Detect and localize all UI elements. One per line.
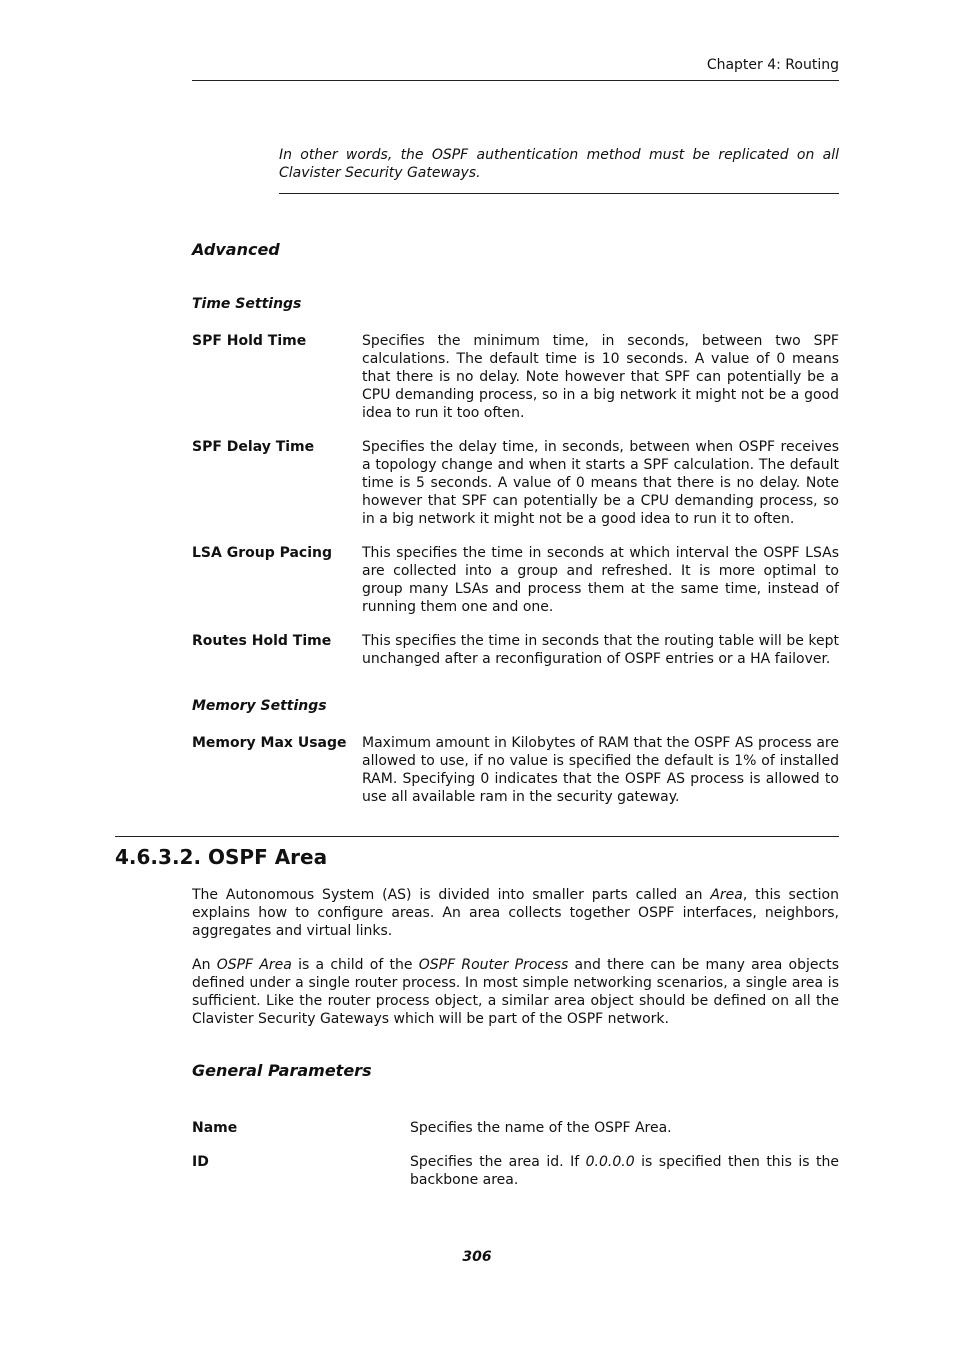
desc-routes-hold-time: This specifies the time in seconds that the routing table will be kept unchanged after a reconfiguration of OSPF entries or a HA failover. [362, 633, 839, 667]
id-desc-emphasis: 0.0.0.0 [585, 1154, 635, 1170]
para1-text-c: , this section explains how to configure areas. An area collects together OSPF interfaces, neighbors, aggregates and virtual links. [192, 887, 839, 939]
term-spf-delay-time: SPF Delay Time [192, 439, 315, 455]
paragraph-1 [192, 886, 839, 940]
id-desc-text-c: is specified then this is the backbone area. [410, 1154, 840, 1188]
para2-text-a: An [192, 957, 217, 973]
general-parameters-heading: General Parameters [192, 1061, 372, 1080]
term-memory-max-usage: Memory Max Usage [192, 735, 347, 751]
desc-lsa-group-pacing: This specifies the time in seconds at which interval the OSPF LSAs are collected into a group and refreshed. It is more optimal to group many LSAs and process them at the same time, instead of running them one and one. [362, 545, 839, 615]
para2-emphasis-router-process: OSPF Router Process [418, 957, 569, 973]
desc-name: Specifies the name of the OSPF Area. [410, 1120, 672, 1136]
memory-settings-heading: Memory Settings [192, 698, 327, 714]
term-id: ID [192, 1154, 209, 1170]
para2-emphasis-ospf-area: OSPF Area [216, 957, 292, 973]
section-title: 4.6.3.2. OSPF Area [115, 845, 328, 869]
id-desc-text-a: Specifies the area id. If [410, 1154, 586, 1170]
note-rule [279, 193, 839, 194]
paragraph-2 [192, 956, 839, 1028]
term-lsa-group-pacing: LSA Group Pacing [192, 545, 333, 561]
page-number: 306 [462, 1249, 492, 1265]
para1-emphasis-area: Area [710, 887, 743, 903]
running-header: Chapter 4: Routing [706, 57, 839, 73]
para2-text-c: is a child of the [291, 957, 419, 973]
term-name: Name [192, 1120, 238, 1136]
desc-spf-delay-time: Specifies the delay time, in seconds, between when OSPF receives a topology change and when it starts a SPF calculation. The default time is 5 seconds. A value of 0 means that there is no delay. Note however that SPF can potentially be a CPU demanding process, so in a big network it might not be a good idea to run it to often. [362, 439, 839, 527]
term-routes-hold-time: Routes Hold Time [192, 633, 332, 649]
term-spf-hold-time: SPF Hold Time [192, 333, 307, 349]
note-text: In other words, the OSPF authentication method must be replicated on all Clavister Security Gateways. [279, 147, 839, 181]
para1-text-a: The Autonomous System (AS) is divided into smaller parts called an [192, 887, 711, 903]
desc-spf-hold-time: Specifies the minimum time, in seconds, between two SPF calculations. The default time is 10 seconds. A value of 0 means that there is no delay. Note however that SPF can potentially be a CPU demanding process, so in a big network it might not be a good idea to run it too often. [362, 333, 839, 421]
para2-text-e: and there can be many area objects defined under a single router process. In most simple networking scenarios, a single area is sufficient. Like the router process object, a similar area object should be defined on all the Clavister Security Gateways which will be part of the OSPF network. [192, 957, 839, 1027]
desc-memory-max-usage: Maximum amount in Kilobytes of RAM that the OSPF AS process are allowed to use, if no value is specified the default is 1% of installed RAM. Specifying 0 indicates that the OSPF AS process is allowed to use all available ram in the security gateway. [362, 735, 839, 805]
advanced-heading: Advanced [192, 240, 280, 259]
header-rule [192, 80, 839, 81]
desc-id [410, 1153, 839, 1189]
time-settings-heading: Time Settings [192, 296, 302, 312]
section-rule [115, 836, 839, 837]
